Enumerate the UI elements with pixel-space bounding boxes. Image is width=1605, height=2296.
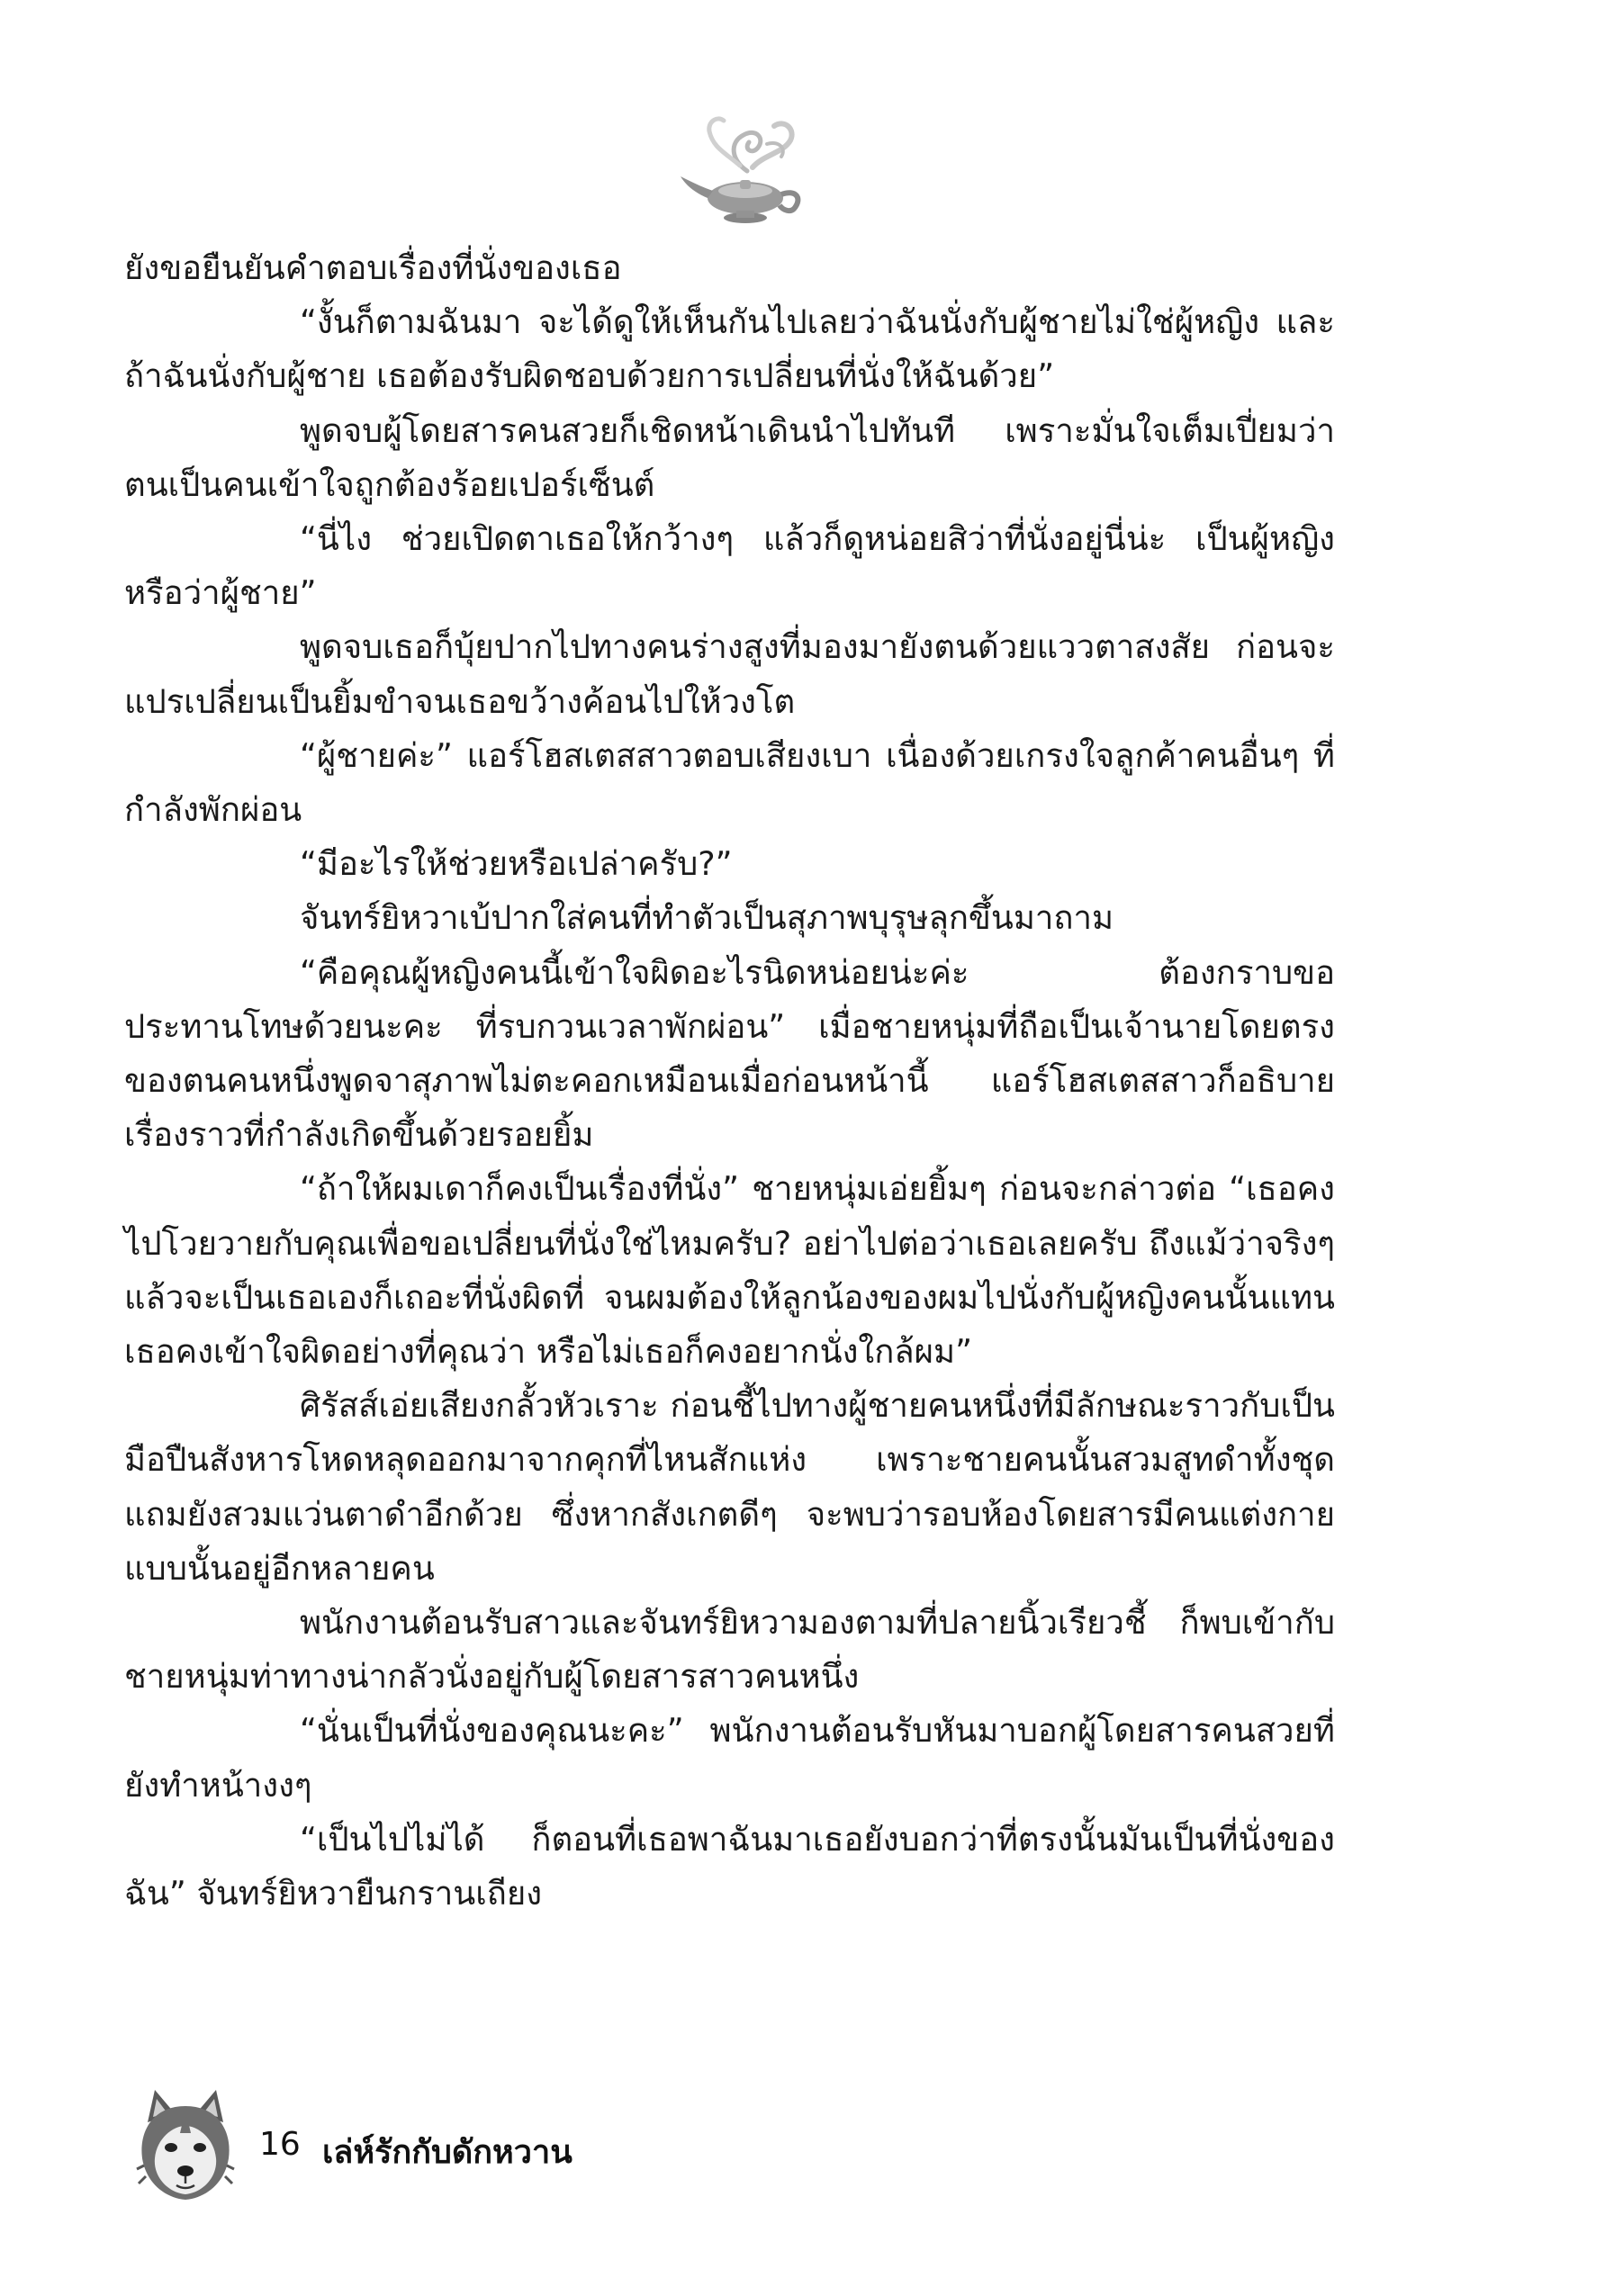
paragraph: “ถ้าให้ผมเดาก็คงเป็นเรื่องที่นั่ง” ชายหนุ่มเอ่ยยิ้มๆ ก่อนจะกล่าวต่อ “เธอคงไปโวยวายกับคุณเพื่อขอเปลี่ยนที่นั่งใช่ไหมครับ? อย่าไปต่อว่าเธอเลยครับ ถึงแม้ว่าจริงๆ แล้วจะเป็นเธอเองก็เถอะที่นั่งผิดที่ จนผมต้องให้ลูกน้องของผมไปนั่งกับผู้หญิงคนนั้นแทน เธอคงเข้าใจผิดอย่างที่คุณว่า หรือไม่เธอก็คงอยากนั่งใกล้ผม” bbox=[124, 1169, 1335, 1372]
page-number: 16 bbox=[259, 2126, 301, 2163]
genie-lamp-icon bbox=[677, 108, 812, 234]
paragraph: “งั้นก็ตามฉันมา จะได้ดูให้เห็นกันไปเลยว่าฉันนั่งกับผู้ชายไม่ใช่ผู้หญิง และถ้าฉันนั่งกับผู้ชาย เธอต้องรับผิดชอบด้วยการเปลี่ยนที่นั่งให้ฉันด้วย” bbox=[124, 302, 1335, 396]
book-title: เล่ห์รักกับดักหวาน bbox=[322, 2134, 573, 2171]
paragraph: ศิรัสส์เอ่ยเสียงกลั้วหัวเราะ ก่อนชี้ไปทางผู้ชายคนหนึ่งที่มีลักษณะราวกับเป็นมือปืนสังหารโหดหลุดออกมาจากคุกที่ไหนสักแห่ง เพราะชายคนนั้นสวมสูทดำทั้งชุดแถมยังสวมแว่นตาดำอีกด้วย ซึ่งหากสังเกตดีๆ จะพบว่ารอบห้องโดยสารมีคนแต่งกายแบบนั้นอยู่อีกหลายคน bbox=[124, 1386, 1335, 1588]
paragraph: จันทร์ยิหวาเบ้ปากใส่คนที่ทำตัวเป็นสุภาพบุรุษลุกขึ้นมาถาม bbox=[300, 898, 1114, 938]
paragraph: ยังขอยืนยันคำตอบเรื่องที่นั่งของเธอ bbox=[124, 248, 622, 287]
body-text bbox=[124, 241, 1335, 1921]
paragraph: พนักงานต้อนรับสาวและจันทร์ยิหวามองตามที่ปลายนิ้วเรียวชี้ ก็พบเข้ากับชายหนุ่มท่าทางน่ากลัวนั่งอยู่กับผู้โดยสารสาวคนหนึ่ง bbox=[124, 1603, 1335, 1697]
paragraph: “เป็นไปไม่ได้ ก็ตอนที่เธอพาฉันมาเธอยังบอกว่าที่ตรงนั้นมันเป็นที่นั่งของฉัน” จันทร์ยิหวายืนกรานเถียง bbox=[124, 1819, 1335, 1913]
paragraph: “นั่นเป็นที่นั่งของคุณนะคะ” พนักงานต้อนรับหันมาบอกผู้โดยสารคนสวยที่ยังทำหน้างงๆ bbox=[124, 1711, 1335, 1805]
paragraph: “ผู้ชายค่ะ” แอร์โฮสเตสสาวตอบเสียงเบา เนื่องด้วยเกรงใจลูกค้าคนอื่นๆ ที่กำลังพักผ่อน bbox=[124, 735, 1335, 830]
paragraph: พูดจบเธอก็บุ้ยปากไปทางคนร่างสูงที่มองมายังตนด้วยแววตาสงสัย ก่อนจะแปรเปลี่ยนเป็นยิ้มขำจนเธอขว้างค้อนไปให้วงโต bbox=[124, 627, 1335, 721]
husky-dog-icon bbox=[135, 2086, 236, 2203]
paragraph: “นี่ไง ช่วยเปิดตาเธอให้กว้างๆ แล้วก็ดูหน่อยสิว่าที่นั่งอยู่นี่น่ะ เป็นผู้หญิงหรือว่าผู้ชาย” bbox=[124, 519, 1335, 613]
paragraph: “มีอะไรให้ช่วยหรือเปล่าครับ?” bbox=[300, 844, 733, 884]
page-footer bbox=[135, 2086, 945, 2203]
paragraph: พูดจบผู้โดยสารคนสวยก็เชิดหน้าเดินนำไปทันที เพราะมั่นใจเต็มเปี่ยมว่าตนเป็นคนเข้าใจถูกต้องร้อยเปอร์เซ็นต์ bbox=[124, 410, 1335, 504]
paragraph: “คือคุณผู้หญิงคนนี้เข้าใจผิดอะไรนิดหน่อยน่ะค่ะ ต้องกราบขอประทานโทษด้วยนะคะ ที่รบกวนเวลาพักผ่อน” เมื่อชายหนุ่มที่ถือเป็นเจ้านายโดยตรงของตนคนหนึ่งพูดจาสุภาพไม่ตะคอกเหมือนเมื่อก่อนหน้านี้ แอร์โฮสเตสสาวก็อธิบายเรื่องราวที่กำลังเกิดขึ้นด้วยรอยยิ้ม bbox=[124, 952, 1335, 1155]
